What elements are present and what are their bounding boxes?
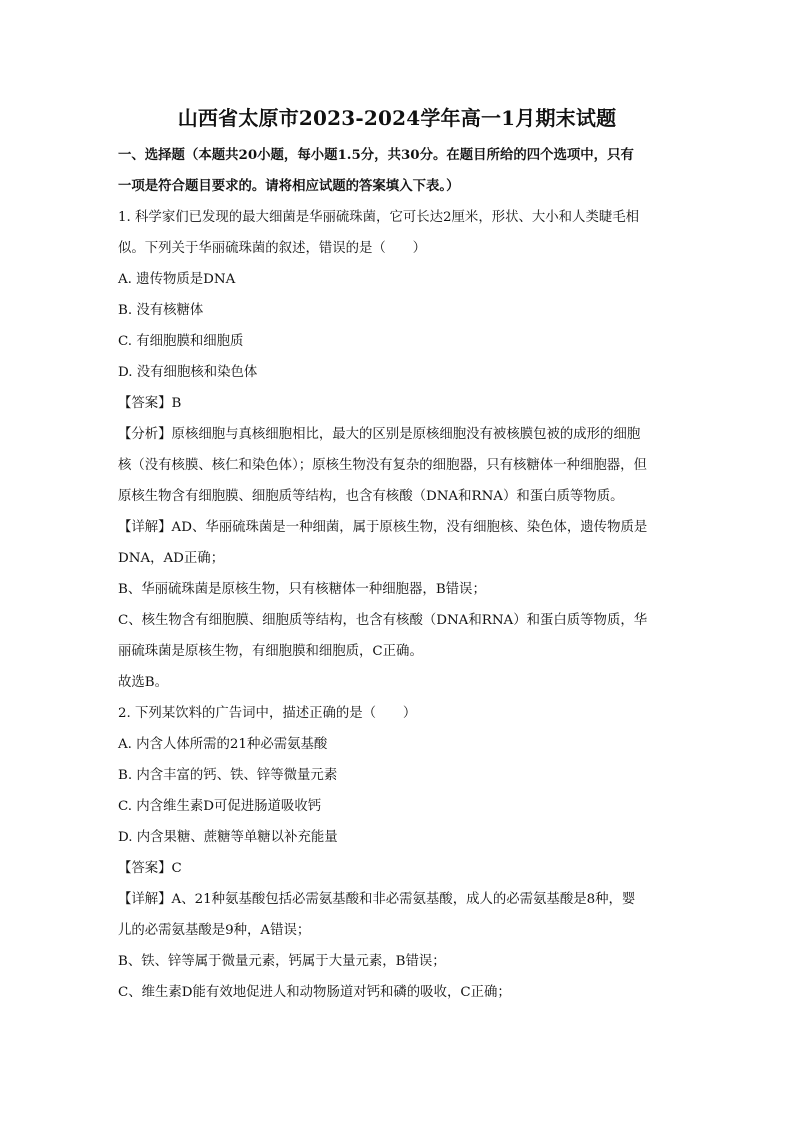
document-body — [118, 140, 678, 1008]
text-line: D. 没有细胞核和染色体 — [118, 365, 258, 380]
text-line: 【答案】C — [118, 861, 182, 876]
text-line: B. 内含丰富的钙、铁、锌等微量元素 — [118, 768, 338, 783]
text-line: A. 遗传物质是DNA — [118, 272, 236, 287]
text-line: C、维生素D能有效地促进人和动物肠道对钙和磷的吸收，C正确； — [118, 985, 511, 1000]
section-heading-line: 一、选择题（本题共20小题，每小题1.5分，共30分。在题目所给的四个选项中，只有 — [118, 147, 634, 163]
text-line: A. 内含人体所需的21种必需氨基酸 — [118, 737, 328, 752]
document-title: 山西省太原市2023-2024学年高一1月期末试题 — [177, 106, 617, 130]
section-heading-line: 一项是符合题目要求的。请将相应试题的答案填入下表。） — [118, 178, 460, 194]
text-line: B、铁、锌等属于微量元素，钙属于大量元素，B错误； — [118, 954, 446, 969]
text-line: 【分析】原核细胞与真核细胞相比，最大的区别是原核细胞没有被核膜包被的成形的细胞 — [118, 427, 641, 442]
text-line: 似。下列关于华丽硫珠菌的叙述，错误的是（ ） — [118, 241, 426, 256]
text-line: 故选B。 — [118, 675, 169, 690]
text-line: 【详解】AD、华丽硫珠菌是一种细菌，属于原核生物，没有细胞核、染色体，遗传物质是 — [118, 520, 648, 535]
text-line: C. 内含维生素D可促进肠道吸收钙 — [118, 799, 322, 814]
text-line: DNA，AD正确； — [118, 551, 225, 566]
text-line: 2. 下列某饮料的广告词中，描述正确的是（ ） — [118, 706, 417, 721]
text-line: 核（没有核膜、核仁和染色体）；原核生物没有复杂的细胞器，只有核糖体一种细胞器，但 — [118, 458, 647, 473]
text-line: D. 内含果糖、蔗糖等单糖以补充能量 — [118, 830, 338, 845]
text-line: 儿的必需氨基酸是9种，A错误； — [118, 923, 311, 938]
text-line: 【答案】B — [118, 396, 182, 411]
text-line: 【详解】A、21种氨基酸包括必需氨基酸和非必需氨基酸，成人的必需氨基酸是8种，婴 — [118, 892, 636, 907]
text-line: C. 有细胞膜和细胞质 — [118, 334, 244, 349]
text-line: B、华丽硫珠菌是原核生物，只有核糖体一种细胞器，B错误； — [118, 582, 486, 597]
text-line: 1. 科学家们已发现的最大细菌是华丽硫珠菌，它可长达2厘米，形状、大小和人类睫毛相 — [118, 210, 640, 225]
text-line: B. 没有核糖体 — [118, 303, 204, 318]
text-line: C、核生物含有细胞膜、细胞质等结构，也含有核酸（DNA和RNA）和蛋白质等物质，华 — [118, 613, 648, 628]
text-line: 原核生物含有细胞膜、细胞质等结构，也含有核酸（DNA和RNA）和蛋白质等物质。 — [118, 489, 624, 504]
text-line: 丽硫珠菌是原核生物，有细胞膜和细胞质，C正确。 — [118, 644, 423, 659]
